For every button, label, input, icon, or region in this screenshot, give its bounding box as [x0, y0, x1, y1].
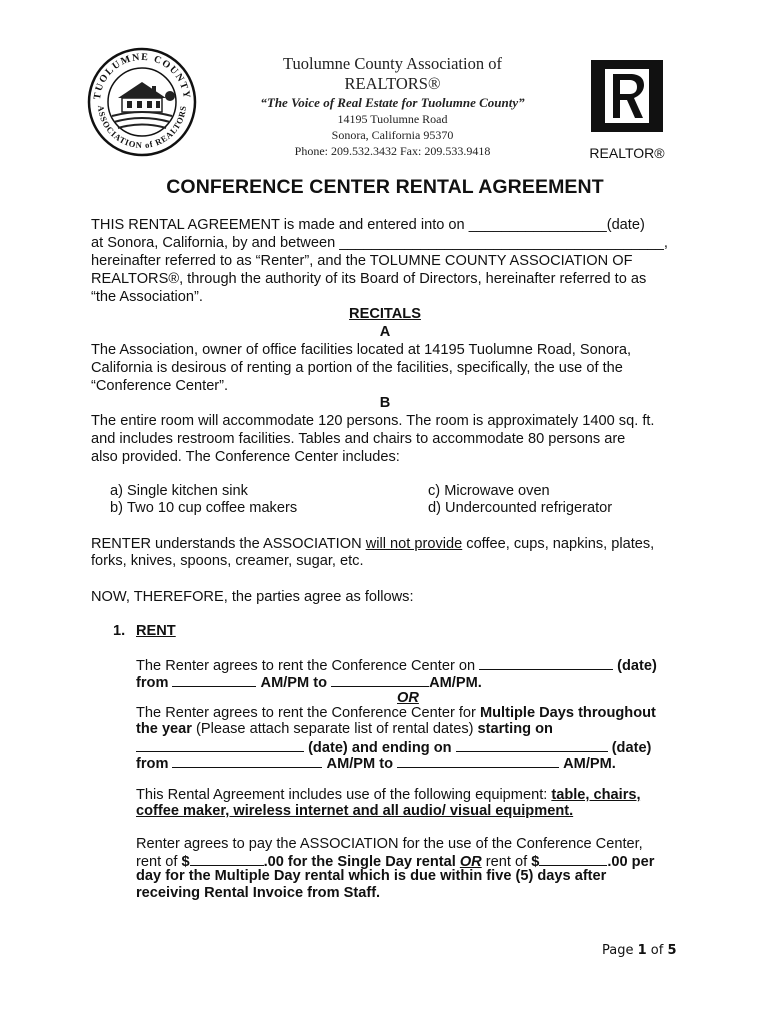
multi-day-line4: from AM/PM to AM/PM.: [136, 756, 616, 772]
or-divider: OR: [397, 690, 419, 706]
multi-day-line2: the year (Please attach separate list of rental dates) starting on: [136, 721, 553, 737]
recital-b-line1: The entire room will accommodate 120 persons. The room is approximately 1400 sq. ft.: [91, 413, 655, 429]
intro-line4: REALTORS®, through the authority of its Board of Directors, hereinafter referred to as: [91, 271, 647, 287]
payment-line2: rent of $ .00 for the Single Day rental OR rent of $ .00 per: [136, 854, 655, 870]
section-number: 1.: [113, 623, 126, 639]
payment-line3: day for the Multiple Day rental which is due within five (5) days after: [136, 868, 607, 884]
phone-fax: Phone: 209.532.3432 Fax: 209.533.9418: [294, 144, 491, 158]
intro-line1: THIS RENTAL AGREEMENT is made and entered into on _________________(date): [91, 217, 645, 233]
tagline: “The Voice of Real Estate for Tuolumne County”: [260, 95, 525, 110]
realtor-logo-text: REALTOR®: [589, 145, 665, 161]
multi-day-line3: (date) and ending on (date): [136, 738, 651, 757]
now-therefore: NOW, THEREFORE, the parties agree as follows:: [91, 589, 414, 605]
svg-text:ASSOCIATION of REALTORS: ASSOCIATION of REALTORS: [95, 104, 189, 151]
multi-rent-amount-blank[interactable]: [539, 852, 607, 866]
single-end-time-blank[interactable]: [331, 673, 429, 687]
list-item: b) Two 10 cup coffee makers: [110, 500, 298, 516]
payment-line4: receiving Rental Invoice from Staff.: [136, 885, 381, 901]
multi-day-line1: The Renter agrees to rent the Conference Center for Multiple Days throughout: [136, 705, 656, 721]
document-title: CONFERENCE CENTER RENTAL AGREEMENT: [166, 176, 604, 198]
multi-start-time-blank[interactable]: [172, 754, 322, 768]
equipment-line1: This Rental Agreement includes use of the following equipment: table, chairs,: [136, 787, 641, 803]
single-day-line2: from AM/PM to AM/PM.: [136, 675, 482, 691]
payment-line1: Renter agrees to pay the ASSOCIATION for the use of the Conference Center,: [136, 836, 643, 852]
recital-a-line1: The Association, owner of office facilities located at 14195 Tuolumne Road, Sonora,: [91, 342, 632, 358]
multi-start-date-blank[interactable]: [136, 738, 304, 752]
renter-name-blank[interactable]: ________________________________________,: [339, 235, 668, 251]
recital-a-label: A: [379, 324, 391, 340]
single-day-line1: The Renter agrees to rent the Conference Center on (date): [136, 658, 657, 674]
page-number: Page 1 of 5: [602, 943, 677, 958]
single-rent-amount-blank[interactable]: [190, 852, 264, 866]
recital-b-label: B: [379, 395, 391, 411]
list-item: c) Microwave oven: [428, 483, 550, 499]
list-item: d) Undercounted refrigerator: [428, 500, 613, 516]
address-line1: 14195 Tuolumne Road: [337, 112, 448, 126]
org-name-line2: REALTORS®: [344, 74, 441, 93]
realtor-logo: [588, 60, 666, 160]
multi-end-time-blank[interactable]: [397, 754, 559, 768]
equipment-line2: coffee maker, wireless internet and all audio/ visual equipment.: [136, 803, 574, 819]
intro-line3: hereinafter referred to as “Renter”, and the TOLUMNE COUNTY ASSOCIATION OF: [91, 253, 633, 269]
address-line2: Sonora, California 95370: [331, 128, 454, 142]
date-blank[interactable]: _________________: [468, 217, 607, 233]
association-seal-logo: [86, 46, 198, 158]
recital-b-line3: also provided. The Conference Center includes:: [91, 449, 400, 465]
intro-line5: “the Association”.: [91, 289, 203, 305]
renter-understands-line2: forks, knives, spoons, creamer, sugar, etc.: [91, 553, 364, 569]
single-date-blank[interactable]: [479, 656, 613, 670]
recital-a-line2: California is desirous of renting a portion of the facilities, specifically, the use of the: [91, 360, 623, 376]
org-name-line1: Tuolumne County Association of: [283, 54, 502, 73]
svg-text:TUOLUMNE COUNTY: TUOLUMNE COUNTY: [91, 51, 193, 101]
renter-understands-line1: RENTER understands the ASSOCIATION will not provide coffee, cups, napkins, plates,: [91, 536, 655, 552]
single-start-time-blank[interactable]: [172, 673, 256, 687]
intro-line2: at Sonora, California, by and between ________________________________________,: [91, 235, 668, 251]
multi-end-date-blank[interactable]: [456, 738, 608, 752]
section-heading-rent: RENT: [136, 623, 176, 639]
recital-b-line2: and includes restroom facilities. Tables and chairs to accommodate 80 persons are: [91, 431, 626, 447]
list-item: a) Single kitchen sink: [110, 483, 248, 499]
recitals-heading: RECITALS: [349, 306, 421, 322]
recital-a-line3: “Conference Center”.: [91, 378, 229, 394]
